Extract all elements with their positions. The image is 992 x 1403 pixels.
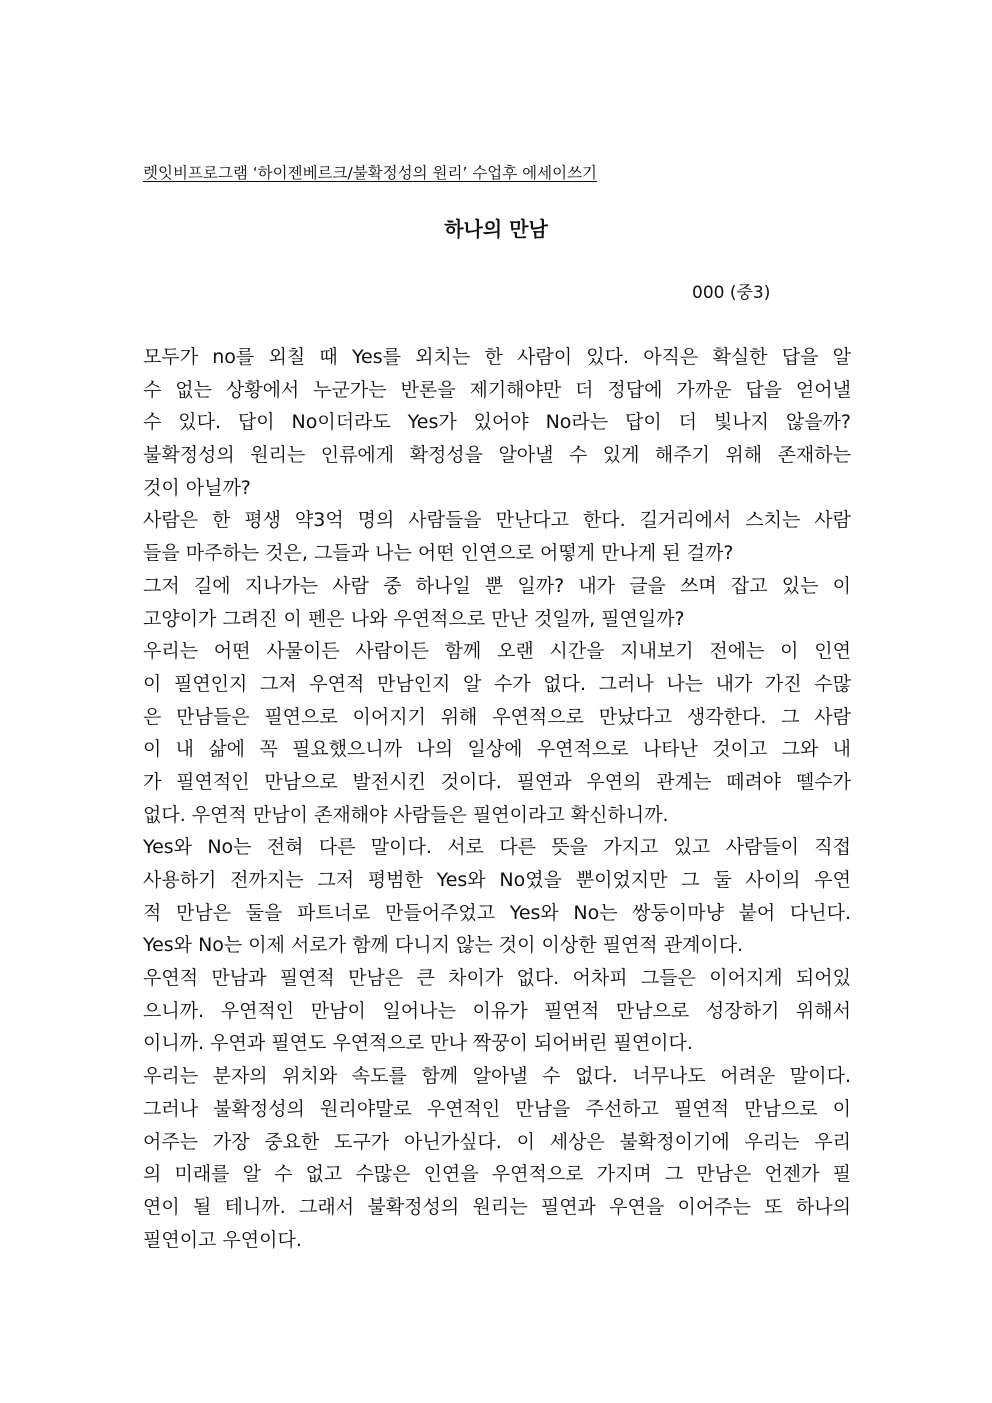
essay-body <box>143 341 851 1256</box>
essay-line: 불확정성의 원리는 인류에게 확정성을 알아낼 수 있게 해주기 위해 존재하는 <box>143 444 851 467</box>
essay-line: 들을 마주하는 것은, 그들과 나는 어떤 인연으로 어떻게 만나게 된 걸까? <box>143 542 734 565</box>
essay-line: 어주는 가장 중요한 도구가 아닌가싶다. 이 세상은 불확정이기에 우리는 우리 <box>143 1130 851 1153</box>
essay-line: 우리는 어떤 사물이든 사람이든 함께 오랜 시간을 지내보기 전에는 이 인연 <box>143 640 851 663</box>
essay-line: 수 없는 상황에서 누군가는 반론을 제기해야만 더 정답에 가까운 답을 얻어낼 <box>143 378 851 401</box>
essay-line: 이니까. 우연과 필연도 우연적으로 만나 짝꿍이 되어버린 필연이다. <box>143 1032 693 1055</box>
essay-line: 사용하기 전까지는 그저 평범한 Yes와 No였을 뿐이었지만 그 둘 사이의 우연 <box>143 869 851 891</box>
essay-line: Yes와 No는 전혀 다른 말이다. 서로 다른 뜻을 가지고 있고 사람들이 직접 <box>143 836 851 859</box>
essay-line: 사람은 한 평생 약3억 명의 사람들을 만난다고 한다. 길거리에서 스치는 사람 <box>143 509 851 532</box>
essay-line: 의 미래를 알 수 없고 수많은 인연을 우연적으로 가지며 그 만남은 언젠가 필 <box>143 1163 851 1186</box>
essay-line: 그저 길에 지나가는 사람 중 하나일 뿐 일까? 내가 글을 쓰며 잡고 있는 이 <box>143 574 851 597</box>
essay-line: 연이 될 테니까. 그래서 불확정성의 원리는 필연과 우연을 이어주는 또 하나의 <box>143 1195 851 1218</box>
essay-line: 것이 아닐까? <box>143 476 251 499</box>
essay-line: 으니까. 우연적인 만남이 일어나는 이유가 필연적 만남으로 성장하기 위해서 <box>143 999 851 1022</box>
essay-line: 이 필연인지 그저 우연적 만남인지 알 수가 없다. 그러나 나는 내가 가진 수많 <box>143 672 851 695</box>
essay-line: 모두가 no를 외칠 때 Yes를 외치는 한 사람이 있다. 아직은 확실한 답을 알 <box>143 346 851 368</box>
essay-line: 우연적 만남과 필연적 만남은 큰 차이가 없다. 어차피 그들은 이어지게 되어있 <box>143 967 851 990</box>
essay-line: 수 있다. 답이 No이더라도 Yes가 있어야 No라는 답이 더 빛나지 않을까? <box>143 411 851 434</box>
essay-author: 000 (중3) <box>692 283 771 303</box>
essay-line: Yes와 No는 이제 서로가 함께 다니지 않는 것이 이상한 필연적 관계이다. <box>143 934 744 957</box>
essay-line: 은 만남들은 필연으로 이어지기 위해 우연적으로 만났다고 생각한다. 그 사람 <box>143 705 851 728</box>
essay-title: 하나의 만남 <box>444 217 548 241</box>
essay-line: 이 내 삶에 꼭 필요했으니까 나의 일상에 우연적으로 나타난 것이고 그와 내 <box>143 738 851 761</box>
essay-line: 우리는 분자의 위치와 속도를 함께 알아낼 수 없다. 너무나도 어려운 말이다. <box>143 1065 851 1088</box>
essay-line: 적 만남은 둘을 파트너로 만들어주었고 Yes와 No는 쌍둥이마냥 붙어 다닌다. <box>143 901 851 924</box>
essay-line: 그러나 불확정성의 원리야말로 우연적인 만남을 주선하고 필연적 만남으로 이 <box>143 1097 851 1120</box>
essay-line: 가 필연적인 만남으로 발전시킨 것이다. 필연과 우연의 관계는 떼려야 뗄수가 <box>143 770 851 793</box>
course-header: 렛잇비프로그램 ‘하이젠베르크/불확정성의 원리’ 수업후 에세이쓰기 <box>143 164 598 182</box>
essay-line: 필연이고 우연이다. <box>143 1228 302 1251</box>
essay-line: 고양이가 그려진 이 펜은 나와 우연적으로 만난 것일까, 필연일까? <box>143 607 685 630</box>
essay-line: 없다. 우연적 만남이 존재해야 사람들은 필연이라고 확신하니까. <box>143 803 669 826</box>
